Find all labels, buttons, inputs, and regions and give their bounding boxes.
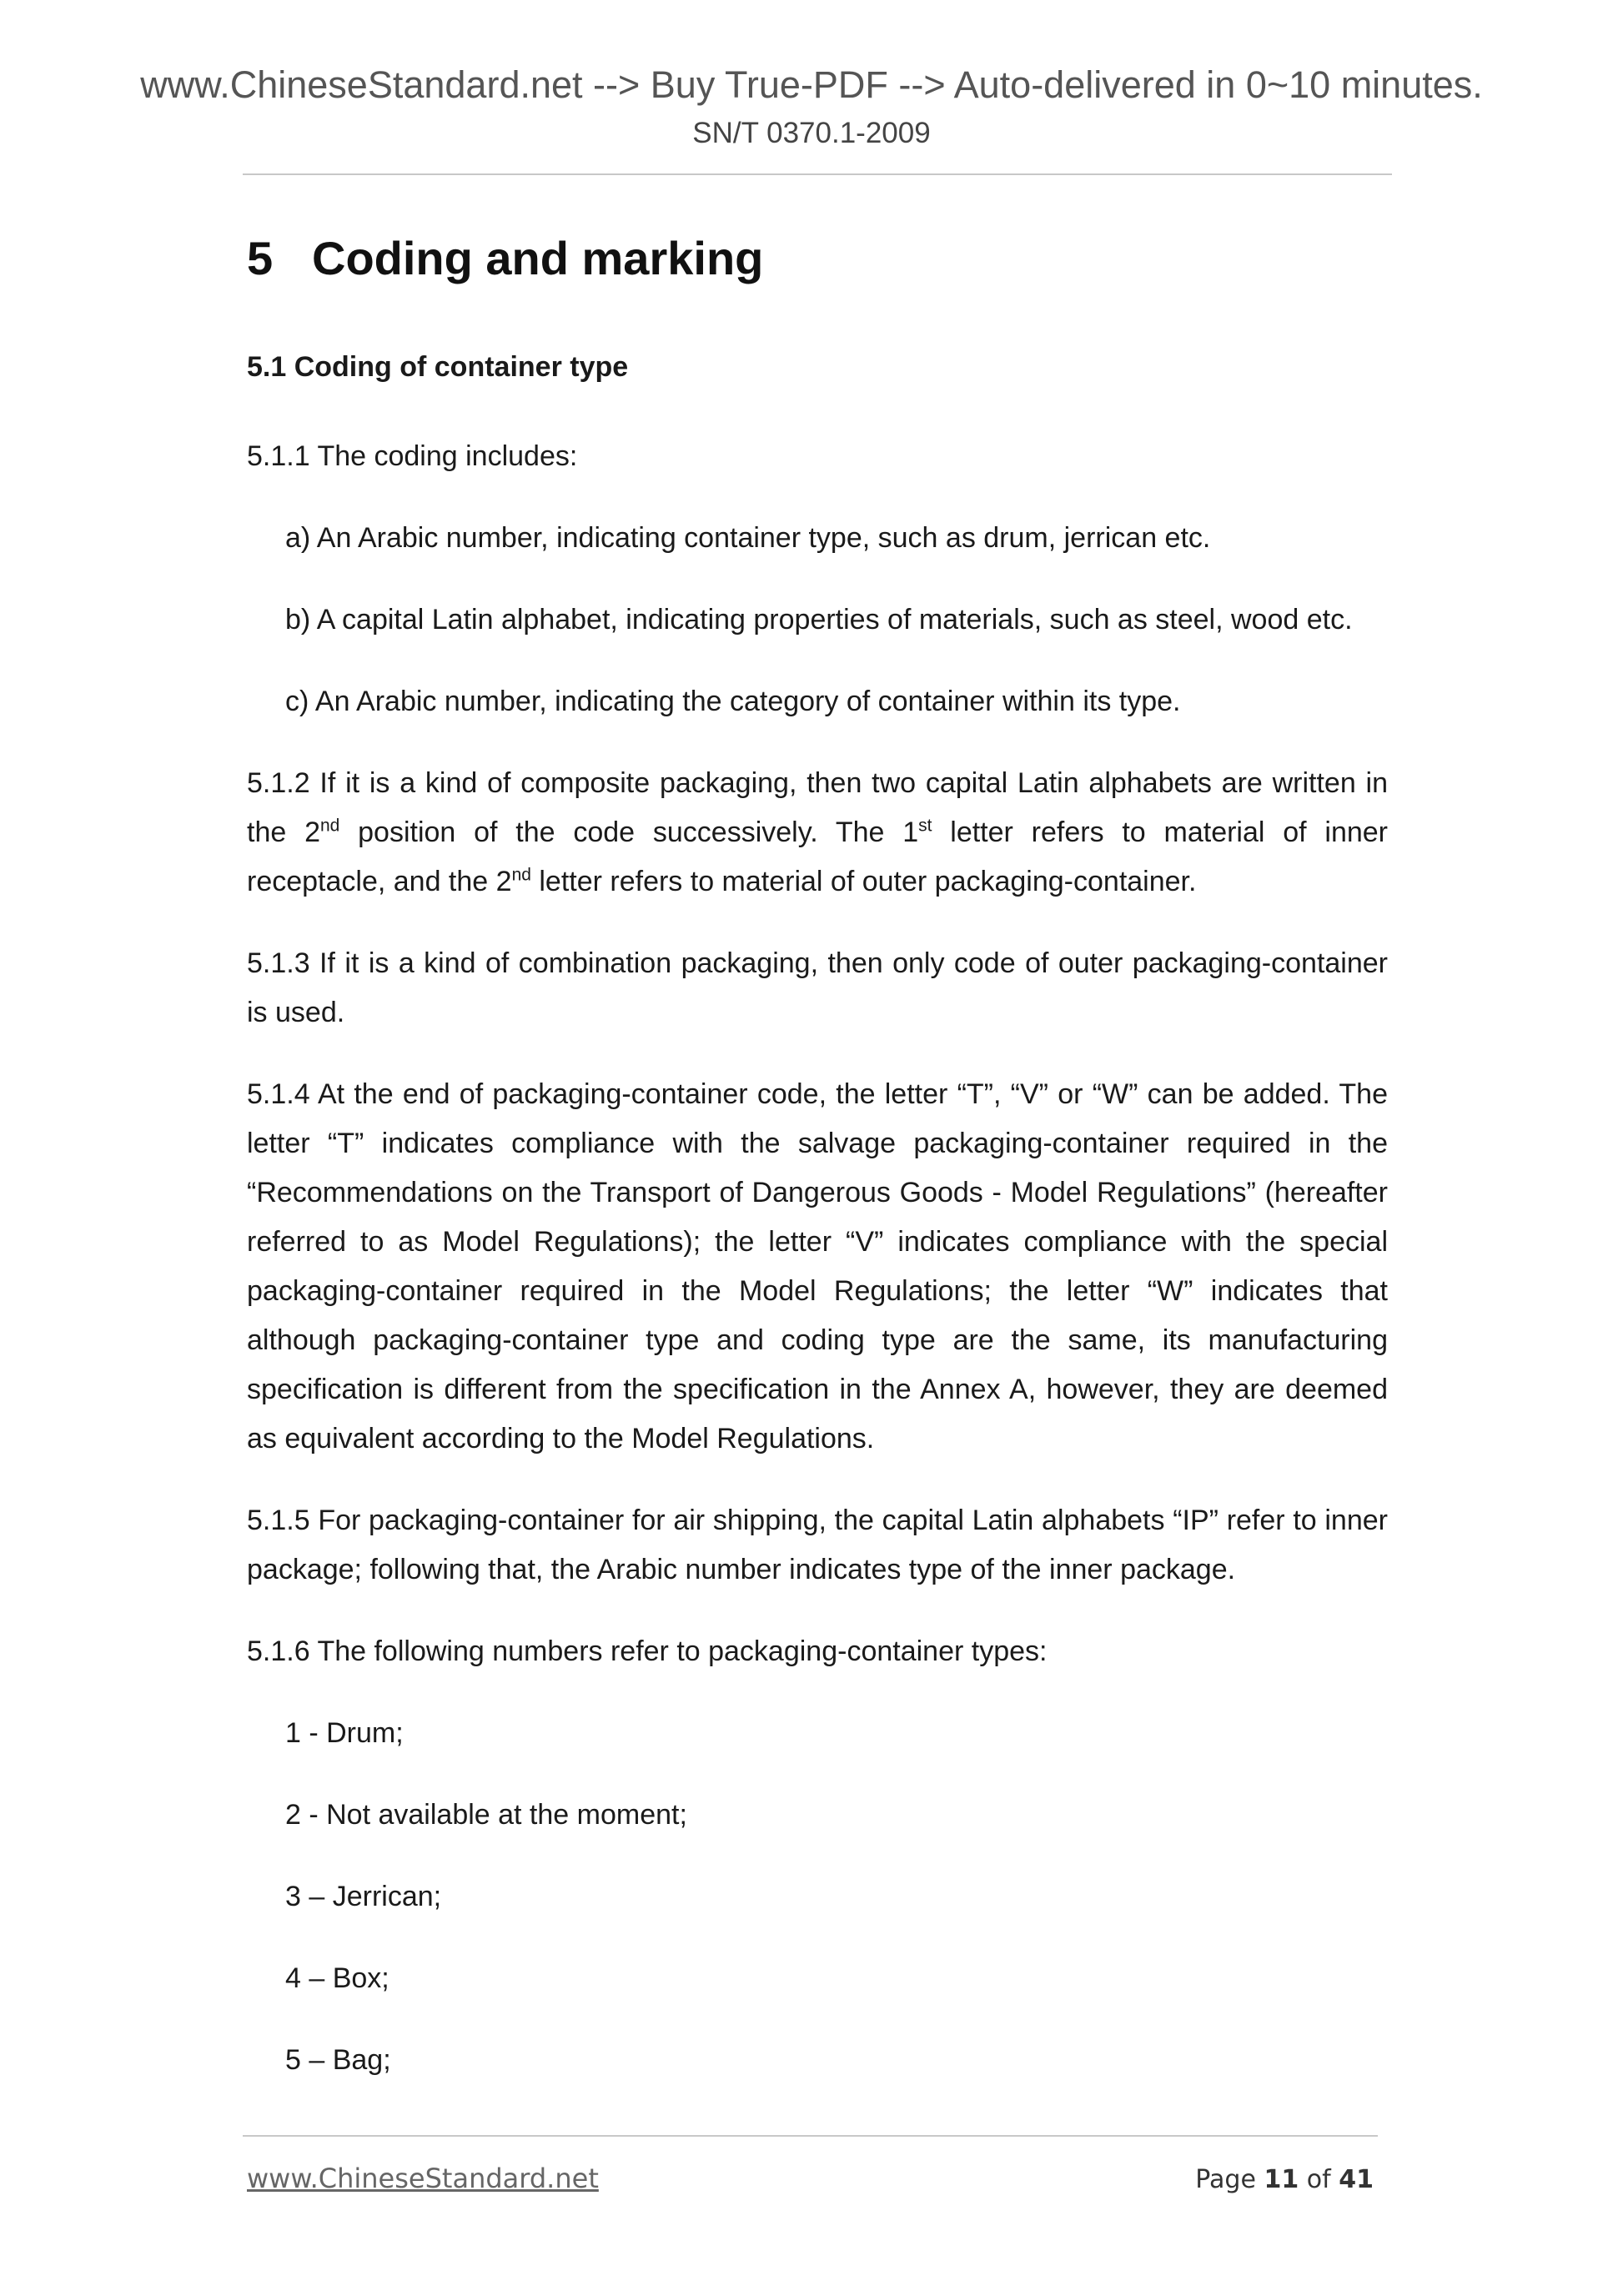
clause-5-1-3: 5.1.3 If it is a kind of combination packaging, then only code of outer packaging-container is used. (247, 947, 1388, 1028)
type-item-5: 5 – Bag; (285, 2044, 391, 2076)
clause-5-1-1: 5.1.1 The coding includes: (247, 440, 578, 472)
footer-website-link[interactable]: www.ChineseStandard.net (247, 2163, 599, 2194)
type-item-3: 3 – Jerrican; (285, 1881, 442, 1912)
section-heading (247, 225, 1388, 292)
clause-5-1-6: 5.1.6 The following numbers refer to packaging-container types: (247, 1635, 1048, 1667)
page-content (247, 225, 1388, 2118)
header-banner[interactable]: www.ChineseStandard.net --> Buy True-PDF --> Auto-delivered in 0~10 minutes. (140, 63, 1483, 106)
type-item-2: 2 - Not available at the moment; (285, 1799, 687, 1831)
clause-5-1-2: 5.1.2 If it is a kind of composite packaging, then two capital Latin alphabets are written in the 2nd position of the code successively. The 1st letter refers to material of inner receptacle, and the 2nd letter refers to material of outer packaging-container. (247, 767, 1388, 897)
type-item-1: 1 - Drum; (285, 1717, 404, 1749)
clause-5-1-5: 5.1.5 For packaging-container for air shipping, the capital Latin alphabets “IP” refer to inner package; following that, the Arabic number indicates type of the inner package. (247, 1505, 1388, 1585)
section-number: 5 (247, 232, 274, 284)
list-item-c: c) An Arabic number, indicating the category of container within its type. (285, 686, 1181, 717)
page-indicator: Page 11 of 41 (1195, 2165, 1374, 2194)
header-divider (243, 173, 1392, 175)
footer-divider (243, 2135, 1378, 2137)
subsection-heading: 5.1 Coding of container type (247, 351, 629, 383)
clause-5-1-4: 5.1.4 At the end of packaging-container code, the letter “T”, “V” or “W” can be added. The letter “T” indicates compliance with the salvage packaging-container required in the “Recommendations on the Transport of Dangerous Goods - Model Regulations” (hereafter referred to as Model Regulations); the letter “V” indicates compliance with the special packaging-container required in the Model Regulations; the letter “W” indicates that although packaging-container type and coding type are the same, its manufacturing specification is different from the specification in the Annex A, however, they are deemed as equivalent according to the Model Regulations. (247, 1078, 1388, 1454)
document-number: SN/T 0370.1-2009 (692, 117, 931, 149)
list-item-b: b) A capital Latin alphabet, indicating properties of materials, such as steel, wood etc. (285, 604, 1353, 636)
section-title: Coding and marking (312, 232, 764, 284)
type-item-4: 4 – Box; (285, 1962, 389, 1994)
list-item-a: a) An Arabic number, indicating container type, such as drum, jerrican etc. (285, 522, 1211, 554)
